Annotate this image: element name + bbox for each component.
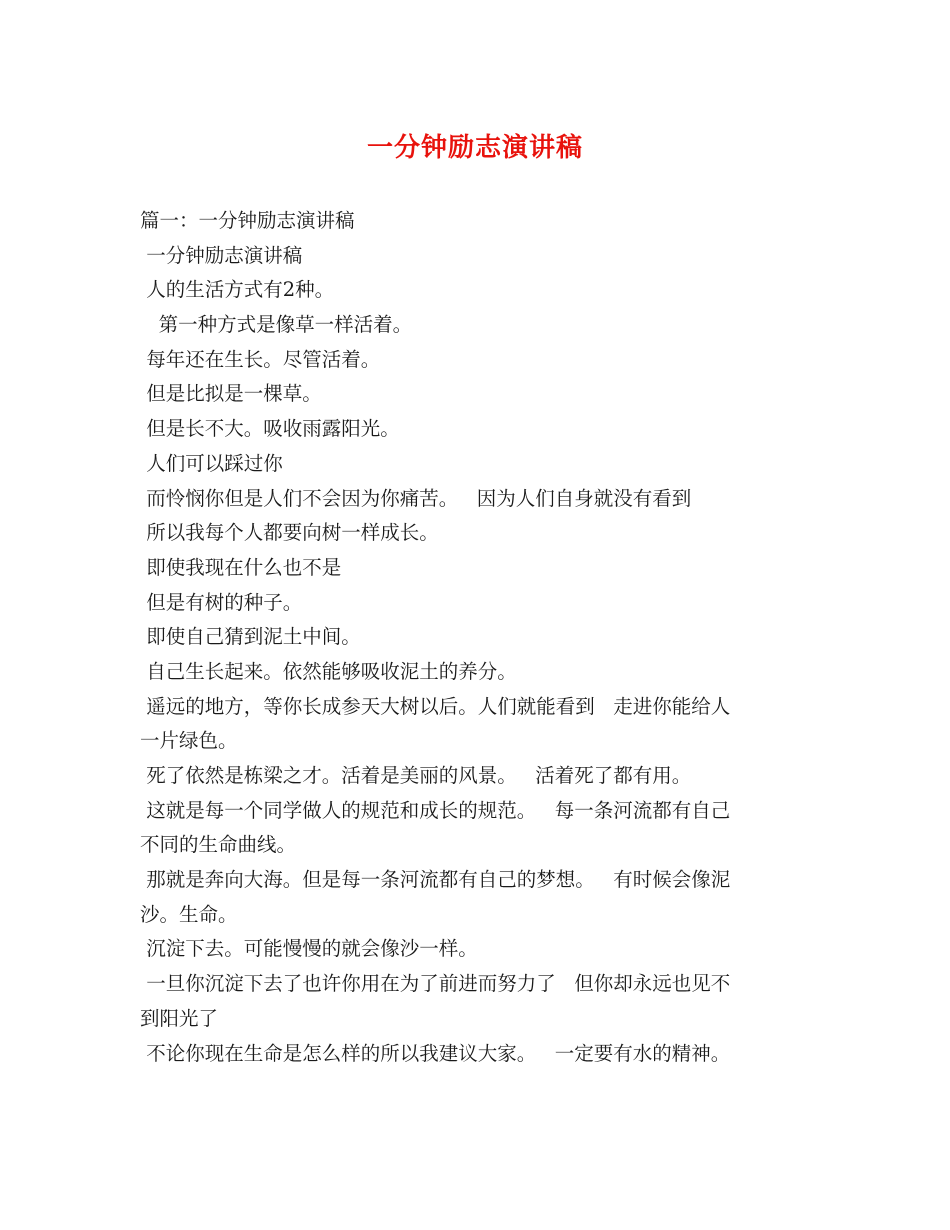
paragraph-line: 死了依然是栋梁之才。活着是美丽的风景。 活着死了都有用。 (140, 764, 692, 787)
paragraph-line: 遥远的地方，等你长成参天大树以后。人们就能看到 走进你能给人 (140, 694, 731, 718)
paragraph-line: 一分钟励志演讲稿 (140, 243, 303, 267)
paragraph-line: 但是比拟是一棵草。 (140, 382, 322, 406)
paragraph-line: 沙。生命。 (140, 902, 238, 926)
paragraph-line: 即使我现在什么也不是 (140, 555, 342, 579)
paragraph-line: 每年还在生长。尽管活着。 (140, 347, 381, 371)
document-title: 一分钟励志演讲稿 (366, 133, 583, 163)
paragraph-line: 人的生活方式有2种。 (140, 278, 335, 302)
document-body (140, 204, 812, 1071)
paragraph-line: 而怜悯你但是人们不会因为你痛苦。 因为人们自身就没有看到 (140, 486, 692, 510)
paragraph-line: 即使自己猜到泥土中间。 (140, 625, 361, 649)
paragraph-line: 沉淀下去。可能慢慢的就会像沙一样。 (140, 937, 478, 961)
paragraph-line: 所以我每个人都要向树一样成长。 (140, 521, 439, 545)
paragraph-line: 不论你现在生命是怎么样的所以我建议大家。 一定要有水的精神。 (140, 1041, 731, 1065)
paragraph-line: 这就是每一个同学做人的规范和成长的规范。 每一条河流都有自己 (140, 798, 731, 822)
paragraph-line: 不同的生命曲线。 (140, 833, 297, 857)
paragraph-line: 一片绿色。 (140, 729, 238, 753)
paragraph-line: 篇一：一分钟励志演讲稿 (140, 209, 355, 232)
paragraph-line: 人们可以踩过你 (140, 451, 283, 475)
paragraph-line: 但是长不大。吸收雨露阳光。 (140, 417, 400, 441)
paragraph-line: 但是有树的种子。 (140, 590, 303, 614)
paragraph-line: 自己生长起来。依然能够吸收泥土的养分。 (140, 659, 517, 683)
paragraph-line: 到阳光了 (140, 1006, 219, 1030)
paragraph-line: 一旦你沉淀下去了也许你用在为了前进而努力了 但你却永远也见不 (140, 972, 731, 996)
paragraph-line: 那就是奔向大海。但是每一条河流都有自己的梦想。 有时候会像泥 (140, 868, 731, 892)
paragraph-line: 第一种方式是像草一样活着。 (140, 313, 413, 337)
